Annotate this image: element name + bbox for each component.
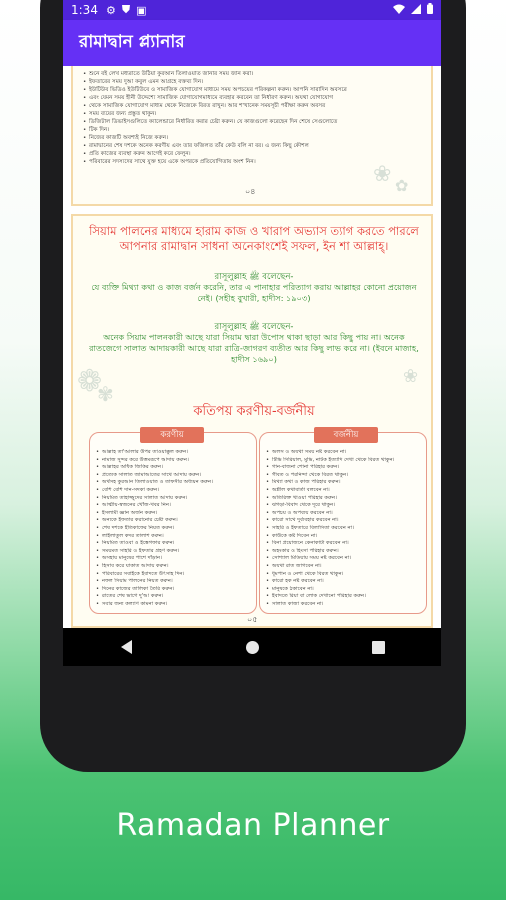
pdf-viewer[interactable] — [63, 66, 441, 628]
list-item: • কাউকে কষ্ট দিবেন না। — [266, 533, 422, 541]
list-item: • সাহরি ও ইফতারে বিলাসিতা করবেন না। — [266, 525, 422, 533]
list-item: • সবার জন্য কল্যাণ কামনা করুন। — [96, 601, 252, 609]
list-item: • ইবাদতে রিয়া বা লোক দেখানো পরিহার করুন। — [266, 593, 422, 601]
section-title: কতিপয় করণীয়-বর্জনীয় — [193, 404, 315, 419]
list-item: • মিথ্যা কথা ও কাজ পরিহার করুন। — [266, 479, 422, 487]
list-item: • রামাদ্বানের শেষ দশকে অনেক করণীয় এবং তার ফজিলত তাঁর কেউ বলি না বর। এ জন্য কিছু কৌশল — [83, 142, 363, 150]
back-icon — [121, 640, 132, 654]
list-item: • আত্মীয়-স্বজনের খোঁজ-খবর নিন। — [96, 502, 252, 510]
list-item: • শুনে বই লেখ মধ্যরাতে উঠিয়া কুরআন তিলাওয়াত জানার সময় জান করা। — [83, 70, 363, 78]
list-item: • ধূমপান ও নেশা থেকে বিরত থাকুন। — [266, 571, 422, 579]
donts-column — [259, 432, 427, 614]
pdf-page-4 — [71, 66, 433, 206]
list-item: • আল্লাহর অধিক জিকির করুন। — [96, 464, 252, 472]
list-item: • পরিবারের সদস্যদের সাথে যুক্ত হয়ে একে অপরকে প্রতিযোগিতায় অংশ নিন। — [83, 158, 363, 166]
list-item: • অলস ও অযথা সময় নষ্ট করবেন না। — [266, 449, 422, 457]
list-item: • সোশ্যাল মিডিয়ায় সময় নষ্ট করবেন না। — [266, 555, 422, 563]
status-time: 1:34 — [71, 3, 98, 17]
signal-icon — [411, 3, 421, 17]
list-item: • কারো সাথে দুর্ব্যবহার করবেন না। — [266, 517, 422, 525]
floral-decoration-icon: ✿ — [395, 176, 409, 195]
list-item: • সালাত কাজা করবেন না। — [266, 601, 422, 609]
home-icon — [246, 641, 259, 654]
list-item: • অহংকার ও হিংসা পরিহার করুন। — [266, 548, 422, 556]
floral-decoration-icon: ✾ — [97, 382, 114, 406]
hadith1-title: রাসূলুল্লাহ ﷺ বলেছেন- — [214, 272, 294, 282]
dos-badge: করণীয় — [140, 427, 204, 443]
list-item: • অপচয় ও অপব্যয় করবেন না। — [266, 510, 422, 518]
dos-list — [90, 433, 256, 608]
list-item: • শেষ দশকে ইতিকাফের নিয়ত করুন। — [96, 525, 252, 533]
page1-number: ০৪ — [245, 187, 256, 196]
list-item: • সময়মত সাহরি ও ইফতার গ্রহণ করুন। — [96, 548, 252, 556]
list-item: • প্রতি কাজের ব্যবস্থা করুন আগেই করে ফেলুন। — [83, 150, 363, 158]
list-item: • গান-বাজনা শোনা পরিহার করুন। — [266, 464, 422, 472]
phone-screen — [63, 0, 441, 666]
list-item: • সময় ব্যয়ের জন্য প্রস্তুত থাকুন। — [83, 110, 363, 118]
list-item: • কারো হক নষ্ট করবেন না। — [266, 578, 422, 586]
list-item: • অযথা রাত জাগবেন না। — [266, 563, 422, 571]
hadith1-body: যে ব্যক্তি মিথ্যা কথা ও কাজ বর্জন করেনি, তার এ পানাহার পরিত্যাগ করায় আল্লাহর কোনো প্রয়োজন নেই। (সহীহ বুখারী, হাদীস: ১৯০৩) — [91, 282, 417, 303]
sim-icon: ▣ — [136, 3, 147, 17]
app-bar — [63, 20, 441, 66]
recent-apps-button[interactable] — [358, 632, 398, 662]
list-item: • ডিজিটাল ডিভাইসগুলিতে ক্যালেন্ডারে নির্ধারিত করার চেষ্টা করুন। যে কাজগুলো করেছেন দিন শেষে সেগুলোতে — [83, 118, 363, 126]
hadith2-body: অনেক সিয়াম পালনকারী আছে যারা সিয়াম দ্বারা উপোস থাকা ছাড়া আর কিছু পায় না। অনেক রাতজেগে সালাত আদায়কারী আছে যারা রাত্রি-জাগরণ ব্যতীত আর কিছু লাভ করে না। (ইবনে মাজাহ, হাদীস ১৬৯০) — [89, 332, 419, 364]
list-item: • ঝগড়া-বিবাদ থেকে দূরে থাকুন। — [266, 502, 422, 510]
list-item: • অতিরিক্ত খাওয়া পরিহার করুন। — [266, 495, 422, 503]
list-item: • গীবত ও পরনিন্দা থেকে বিরত থাকুন। — [266, 472, 422, 480]
navigation-bar — [63, 628, 441, 666]
list-item: • রাতের শেষ ভাগে দু'আ করুন। — [96, 593, 252, 601]
dos-column — [89, 432, 257, 614]
app-title: রামাদ্বান প্ল্যানার — [79, 32, 185, 52]
status-bar — [63, 0, 441, 20]
promo-caption: Ramadan Planner — [116, 808, 390, 843]
list-item: • পরিবারের সবাইকে ইবাদতে উৎসাহ দিন। — [96, 571, 252, 579]
home-button[interactable] — [232, 632, 272, 662]
list-item: • মানুষকে ঠকাবেন না। — [266, 586, 422, 594]
list-item: • টিভি সিরিয়াল, মুভি, নাটক ইত্যাদি দেখা থেকে বিরত থাকুন। — [266, 457, 422, 465]
list-item: • হিসাব করে যাকাত আদায় করুন। — [96, 563, 252, 571]
page2-headline: সিয়াম পালনের মাধ্যমে হারাম কাজ ও খারাপ অভ্যাস ত্যাগ করতে পারলে আপনার রামাদ্বান সাধনা অনেকাংশেই সফল, ইন শা আল্লাহ্‌। — [89, 224, 419, 253]
donts-badge: বর্জনীয় — [314, 427, 378, 443]
back-button[interactable] — [106, 632, 146, 662]
list-item: • অসহায় মানুষের পাশে দাঁড়ান। — [96, 555, 252, 563]
list-item: • নিয়মিত তাওবা ও ইস্তেগফার করুন। — [96, 540, 252, 548]
list-item: • অশ্লীল কথাবার্তা বলবেন না। — [266, 487, 422, 495]
gear-icon: ⚙ — [105, 3, 116, 17]
recent-apps-icon — [372, 641, 385, 654]
list-item: • বেশি বেশি দান-সদকা করুন। — [96, 487, 252, 495]
hadith2-title: রাসূলুল্লাহ ﷺ বলেছেন- — [214, 322, 294, 332]
list-item: • দিনের কাজের তালিকা তৈরি করুন। — [96, 586, 252, 594]
floral-decoration-icon: ❀ — [403, 366, 419, 387]
floral-decoration-icon: ❁ — [77, 364, 103, 399]
list-item: • ইসলামী জ্ঞান অর্জন করুন। — [96, 510, 252, 518]
page1-bullet-list — [73, 66, 431, 166]
list-item: • বিনা প্রয়োজনে কেনাকাটা করবেন না। — [266, 540, 422, 548]
shield-icon: ⛊ — [121, 3, 131, 16]
page2-number: ০৫ — [247, 615, 258, 624]
battery-icon — [427, 3, 433, 17]
list-item: • লাইলাতুল কদর তালাশ করুন। — [96, 533, 252, 541]
list-item: • অর্থসহ কুরআন তিলাওয়াত ও তাফসীর অধ্যয়ন করুন। — [96, 479, 252, 487]
list-item: • টিক দিন। — [83, 126, 363, 134]
floral-decoration-icon: ❀ — [373, 162, 392, 187]
list-item: • নিয়মিত তাহাজ্জুদের সালাত আদায় করুন। — [96, 495, 252, 503]
list-item: • প্রত্যেক সালাত জামাআতের সাথে আদায় করুন। — [96, 472, 252, 480]
list-item: • নফল সিয়াম পালনের নিয়ত করুন। — [96, 578, 252, 586]
wifi-icon — [393, 3, 405, 17]
list-item: • ইউটিউব ভিডিও ইউটিউবে ও সামাজিক যোগাযোগ মাধ্যমে সময় অপচয়ের পরিকল্পনা করুন। আপনি সারাদিন অবসরে — [83, 86, 363, 94]
list-item: • ইফতারের সময় দুআ কবুল এমন আগ্রহে বক্তব্য দিন। — [83, 78, 363, 86]
list-item: • থেকে সামাজিক যোগাযোগ মাধ্যম থেকে নিজেকে বিরত রাখুন। আর শ'খানেক সময়সূচী পরীক্ষা করুন অবসর — [83, 102, 363, 110]
list-item: • নিজের কাজটি অবশ্যই নিজে করুন। — [83, 134, 363, 142]
list-item: • আল্লাহ তা'আলার উপর তাওয়াক্কুল করুন। — [96, 449, 252, 457]
donts-list — [260, 433, 426, 608]
list-item: • এবং যেমন সময় হীনী উদ্দেশ্যে সামাজিক যোগাযোগমাধ্যমে ব্যবহার করবেন তা নির্ধারণ করুন। অযথা যোগাযোগ — [83, 94, 363, 102]
list-item: • অন্যকে ইফতার করানোর চেষ্টা করুন। — [96, 517, 252, 525]
list-item: • নামাজ সুন্দর করে উত্তমরূপে আদায় করুন। — [96, 457, 252, 465]
pdf-page-5 — [71, 214, 433, 628]
